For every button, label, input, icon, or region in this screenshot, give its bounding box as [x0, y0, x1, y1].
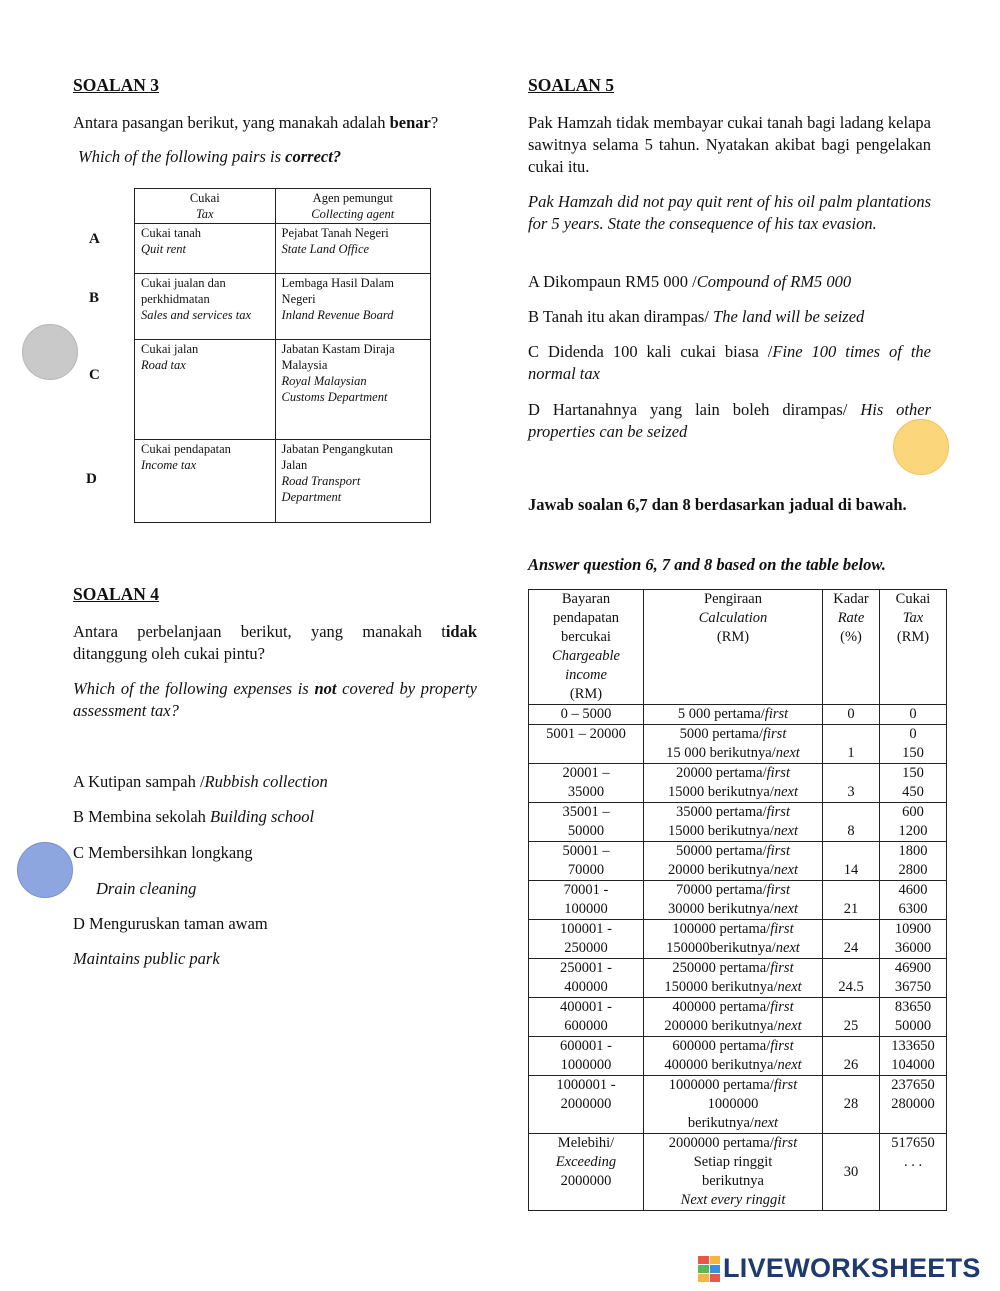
- row-rate: 14: [823, 842, 880, 881]
- q3-agent-b: Lembaga Hasil Dalam Negeri Inland Revenue Board: [275, 274, 430, 340]
- answer-dot-gray[interactable]: [22, 324, 78, 380]
- row-calculation: 600000 pertama/first 400000 berikutnya/next: [644, 1037, 823, 1076]
- row-range: 20001 – 35000: [529, 764, 644, 803]
- row-calculation: 400000 pertama/first 200000 berikutnya/next: [644, 998, 823, 1037]
- table-row: [529, 842, 947, 881]
- q5-option-d: D Hartanahnya yang lain boleh dirampas/ His other properties can be seized: [528, 400, 932, 441]
- q4-option-b: B Membina sekolah Building school: [73, 807, 315, 826]
- row-range: 0 – 5000: [529, 705, 644, 725]
- row-rate: 8: [823, 803, 880, 842]
- q5-question-en: Pak Hamzah did not pay quit rent of his oil palm plantations for 5 years. State the consequence of his tax evasion.: [528, 192, 931, 233]
- table-row: [529, 998, 947, 1037]
- table-row: [529, 959, 947, 998]
- q3-option-d-letter: D: [86, 471, 97, 487]
- row-tax: 150 450: [880, 764, 947, 803]
- row-range: 100001 - 250000: [529, 920, 644, 959]
- answer-dot-yellow[interactable]: [893, 419, 949, 475]
- row-range: Melebihi/ Exceeding 2000000: [529, 1134, 644, 1211]
- row-calculation: 5000 pertama/first 15 000 berikutnya/next: [644, 725, 823, 764]
- q5-option-b: B Tanah itu akan dirampas/ The land will be seized: [528, 307, 865, 326]
- row-tax: 133650 104000: [880, 1037, 947, 1076]
- q3-agent-c: Jabatan Kastam Diraja Malaysia Royal Malaysian Customs Department: [275, 340, 430, 440]
- row-tax: 237650 280000: [880, 1076, 947, 1134]
- q5-option-c: C Didenda 100 kali cukai biasa /Fine 100 times of the normal tax: [528, 342, 931, 383]
- q3-agent-d: Jabatan Pengangkutan Jalan Road Transport Department: [275, 440, 430, 523]
- q3-question-en: Which of the following pairs is correct?: [78, 147, 342, 166]
- row-tax: 0 150: [880, 725, 947, 764]
- row-calculation: 5 000 pertama/first: [644, 705, 823, 725]
- q3-table-header: [135, 189, 431, 224]
- row-tax: 600 1200: [880, 803, 947, 842]
- q4-option-d: D Menguruskan taman awam: [73, 914, 268, 933]
- q4-option-d-en: Maintains public park: [73, 949, 220, 968]
- row-calculation: 250000 pertama/first 150000 berikutnya/next: [644, 959, 823, 998]
- q3-heading: SOALAN 3: [73, 75, 160, 95]
- row-tax: 46900 36750: [880, 959, 947, 998]
- q5-heading: SOALAN 5: [528, 75, 615, 95]
- row-rate: 26: [823, 1037, 880, 1076]
- q3-row-c: [135, 340, 431, 440]
- table-row: [529, 705, 947, 725]
- row-rate: 30: [823, 1134, 880, 1211]
- instruction-ms: Jawab soalan 6,7 dan 8 berdasarkan jadual di bawah.: [528, 495, 907, 514]
- q3-option-a-letter: A: [89, 231, 100, 247]
- row-rate: 3: [823, 764, 880, 803]
- q3-agent-a: Pejabat Tanah Negeri State Land Office: [275, 224, 430, 274]
- table-row: [529, 1037, 947, 1076]
- q3-row-a: [135, 224, 431, 274]
- q5-option-a: A Dikompaun RM5 000 /Compound of RM5 000: [528, 272, 852, 291]
- tax-table-header: [529, 590, 947, 705]
- liveworksheets-logo-icon: [698, 1256, 720, 1282]
- q3-row-b: [135, 274, 431, 340]
- row-range: 1000001 - 2000000: [529, 1076, 644, 1134]
- row-calculation: 20000 pertama/first 15000 berikutnya/next: [644, 764, 823, 803]
- q4-option-c-en: Drain cleaning: [96, 879, 197, 898]
- row-tax: 10900 36000: [880, 920, 947, 959]
- row-tax: 517650 . . .: [880, 1134, 947, 1211]
- income-tax-table: [528, 589, 947, 1211]
- q4-question: Antara perbelanjaan berikut, yang manakah tidak ditanggung oleh cukai pintu?: [73, 622, 477, 663]
- table-row: [529, 1134, 947, 1211]
- row-rate: 24: [823, 920, 880, 959]
- row-calculation: 100000 pertama/first 150000berikutnya/next: [644, 920, 823, 959]
- q3-option-c-letter: C: [89, 367, 100, 383]
- row-range: 70001 - 100000: [529, 881, 644, 920]
- table-row: [529, 881, 947, 920]
- answer-dot-blue[interactable]: [17, 842, 73, 898]
- row-calculation: 1000000 pertama/first 1000000 berikutnya/next: [644, 1076, 823, 1134]
- table-row: [529, 920, 947, 959]
- row-tax: 0: [880, 705, 947, 725]
- table-row: [529, 803, 947, 842]
- q4-option-c: C Membersihkan longkang: [73, 843, 253, 862]
- header-tax: Cukai Tax (RM): [880, 590, 947, 705]
- q3-row-d: [135, 440, 431, 523]
- row-range: 50001 – 70000: [529, 842, 644, 881]
- row-rate: 0: [823, 705, 880, 725]
- table-row: [529, 764, 947, 803]
- q5-question: Pak Hamzah tidak membayar cukai tanah bagi ladang kelapa sawitnya selama 5 tahun. Nyatakan akibat bagi pengelakan cukai itu.: [528, 113, 931, 176]
- row-calculation: 2000000 pertama/first Setiap ringgit berikutnya Next every ringgit: [644, 1134, 823, 1211]
- q4-question-en: Which of the following expenses is not covered by property assessment tax?: [73, 679, 477, 720]
- row-calculation: 50000 pertama/first 20000 berikutnya/next: [644, 842, 823, 881]
- row-rate: 21: [823, 881, 880, 920]
- row-rate: 24.5: [823, 959, 880, 998]
- row-calculation: 70000 pertama/first 30000 berikutnya/next: [644, 881, 823, 920]
- row-tax: 1800 2800: [880, 842, 947, 881]
- table-row: [529, 725, 947, 764]
- q3-tax-a: Cukai tanah Quit rent: [135, 224, 276, 274]
- q3-pairs-table: [134, 188, 431, 523]
- row-tax: 4600 6300: [880, 881, 947, 920]
- row-rate: 25: [823, 998, 880, 1037]
- row-rate: 1: [823, 725, 880, 764]
- row-range: 600001 - 1000000: [529, 1037, 644, 1076]
- row-rate: 28: [823, 1076, 880, 1134]
- q3-tax-c: Cukai jalan Road tax: [135, 340, 276, 440]
- q3-question: Antara pasangan berikut, yang manakah adalah benar?: [73, 113, 439, 132]
- row-range: 400001 - 600000: [529, 998, 644, 1037]
- q3-tax-b: Cukai jualan dan perkhidmatan Sales and services tax: [135, 274, 276, 340]
- row-calculation: 35000 pertama/first 15000 berikutnya/next: [644, 803, 823, 842]
- liveworksheets-logo: [698, 1253, 981, 1284]
- header-rate: Kadar Rate (%): [823, 590, 880, 705]
- q3-header-agent: Agen pemungut Collecting agent: [275, 189, 430, 224]
- header-calculation: Pengiraan Calculation (RM): [644, 590, 823, 705]
- row-range: 250001 - 400000: [529, 959, 644, 998]
- row-range: 5001 – 20000: [529, 725, 644, 764]
- header-chargeable-income: Bayaran pendapatan bercukai Chargeable income (RM): [529, 590, 644, 705]
- q3-option-b-letter: B: [89, 290, 100, 306]
- q3-header-tax: Cukai Tax: [135, 189, 276, 224]
- q4-option-a: A Kutipan sampah /Rubbish collection: [73, 772, 328, 791]
- q3-tax-d: Cukai pendapatan Income tax: [135, 440, 276, 523]
- row-tax: 83650 50000: [880, 998, 947, 1037]
- liveworksheets-logo-text: LIVEWORKSHEETS: [723, 1253, 981, 1283]
- row-range: 35001 – 50000: [529, 803, 644, 842]
- instruction-en: Answer question 6, 7 and 8 based on the table below.: [528, 555, 886, 574]
- table-row: [529, 1076, 947, 1134]
- q4-heading: SOALAN 4: [73, 584, 160, 604]
